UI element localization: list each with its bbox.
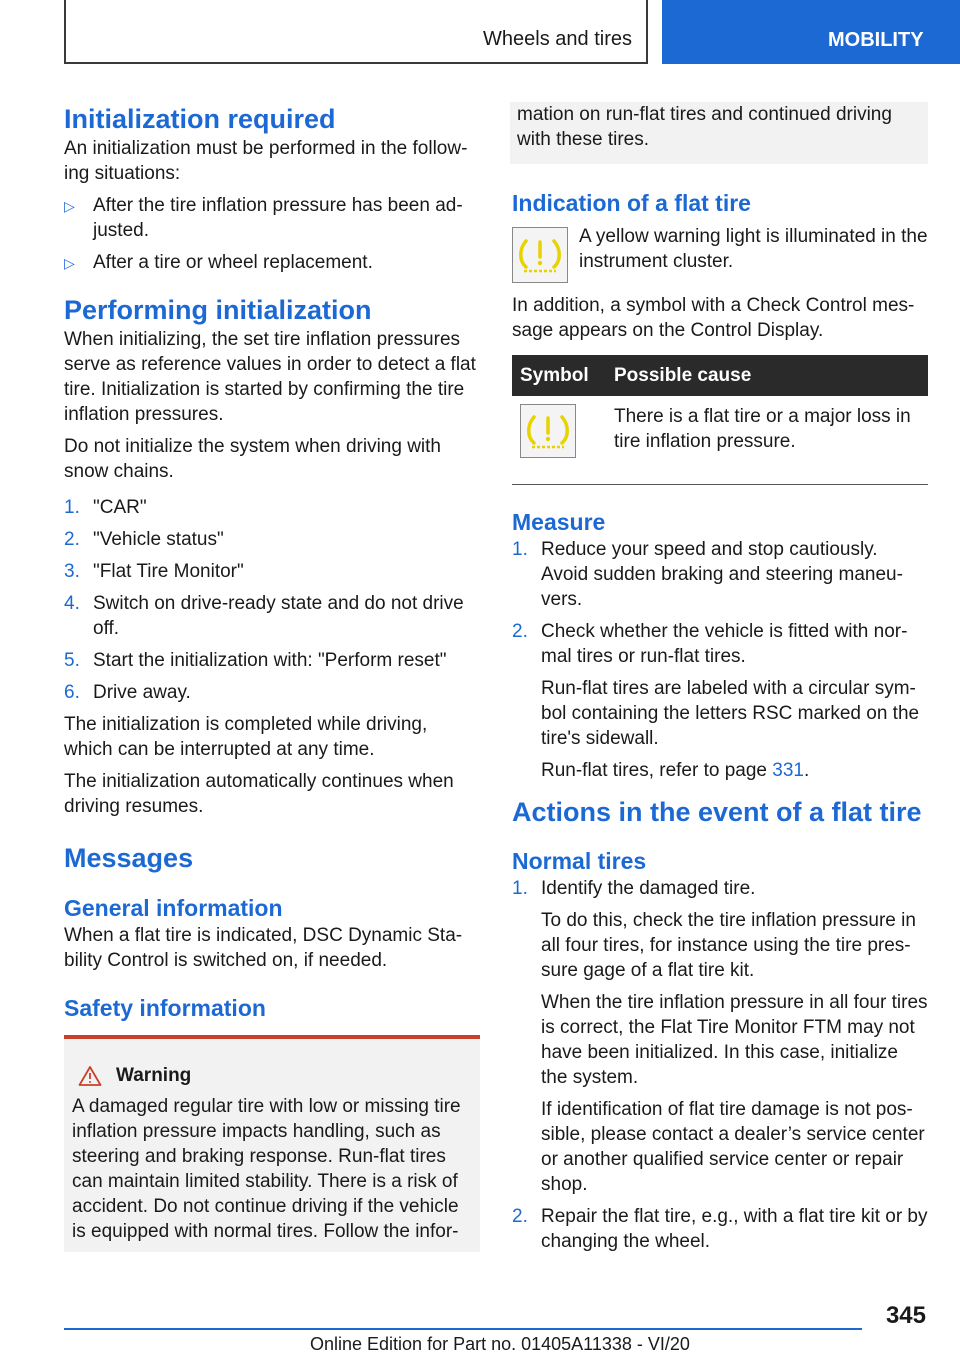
- indication-paragraph-2: In addition, a symbol with a Check Control mes-sage appears on the Control Display.: [512, 295, 915, 341]
- warning-text: A damaged regular tire with low or missing tire inflation pressure impacts handling, such as steering and braking response. Run-flat tires can maintain limited stability. There is a risk of accident. Do not continue driving if the vehicle is equipped with normal tires. Follow the infor-: [72, 1096, 461, 1242]
- table-cell-symbol: [512, 396, 606, 485]
- page-reference-link[interactable]: 331: [772, 760, 804, 781]
- measure-step-2-note-2: Run-flat tires, refer to page 331.: [541, 760, 810, 781]
- list-item: ▷ After a tire or wheel replacement.: [64, 250, 480, 275]
- heading-actions-flat-tire: Actions in the event of a flat tire: [512, 797, 922, 827]
- measure-steps: [512, 537, 928, 783]
- init-required-list: [64, 193, 480, 275]
- header-chapter-label: MOBILITY: [828, 29, 924, 51]
- footer-divider: [64, 1328, 862, 1330]
- performing-paragraph-2: Do not initialize the system when driving with snow chains.: [64, 436, 442, 482]
- list-item: 2. "Vehicle status": [64, 529, 224, 550]
- list-item: 2. Check whether the vehicle is fitted with nor-mal tires or run-flat tires. Run-flat tires are labeled with a circular sym-bol containing the letters RSC marked on the tire's sidewall. Run-flat tires, refer to page 331.: [512, 619, 928, 783]
- table-header-row: [512, 355, 928, 396]
- heading-general-information: General information: [64, 895, 283, 921]
- warning-title: [72, 1063, 472, 1088]
- heading-safety-information: Safety information: [64, 995, 266, 1021]
- list-item: 4. Switch on drive-ready state and do not drive off.: [64, 593, 464, 639]
- list-item: 3. "Flat Tire Monitor": [64, 561, 244, 582]
- list-item: 2. Repair the flat tire, e.g., with a flat tire kit or by changing the wheel.: [512, 1206, 928, 1252]
- performing-paragraph-4: The initialization automatically continues when driving resumes.: [64, 771, 454, 817]
- table-row: [512, 396, 928, 485]
- indication-row: [512, 224, 928, 283]
- warning-box-continued: [510, 102, 928, 164]
- heading-performing-initialization: Performing initialization: [64, 295, 372, 325]
- heading-normal-tires: Normal tires: [512, 848, 647, 874]
- table-header-cause: Possible cause: [606, 355, 928, 396]
- list-item: 1. Identify the damaged tire. To do this, check the tire inflation pressure in all four tires, for instance using the tire pres-sure gage of a flat tire kit. When the tire inflation pressure in all four tires is correct, the Flat Tire Monitor FTM may not have been initialized. In this case, initialize the system. If identification of flat tire damage is not pos-sible, please contact a dealer’s service center or another qualified service center or repair shop.: [512, 878, 928, 1195]
- indication-text: A yellow warning light is illuminated in the instrument cluster.: [579, 226, 928, 272]
- warning-triangle-icon: [78, 1065, 102, 1087]
- flat-tire-warning-icon: [520, 404, 576, 458]
- left-column: [64, 102, 480, 1252]
- triangle-bullet-icon: ▷: [64, 198, 75, 214]
- general-information-text: When a flat tire is indicated, DSC Dynamic Sta-bility Control is switched on, if needed.: [64, 925, 463, 971]
- header-section-title: Wheels and tires: [483, 28, 632, 50]
- measure-step-2-note-1: Run-flat tires are labeled with a circular sym-bol containing the letters RSC marked on the tire's sidewall.: [541, 678, 920, 749]
- list-item: 6. Drive away.: [64, 682, 191, 703]
- heading-indication-flat-tire: Indication of a flat tire: [512, 190, 751, 216]
- header-section-box: [64, 0, 648, 64]
- heading-measure: Measure: [512, 509, 606, 535]
- table-cell-cause: There is a flat tire or a major loss in tire inflation pressure.: [614, 406, 911, 452]
- list-item: 5. Start the initialization with: "Perform reset": [64, 650, 447, 671]
- normal-tires-step-1-note-1: To do this, check the tire inflation pressure in all four tires, for instance using the tire pres-sure gage of a flat tire kit.: [541, 910, 916, 981]
- list-item: 1. "CAR": [64, 497, 147, 518]
- performing-paragraph-3: The initialization is completed while driving, which can be interrupted at any time.: [64, 714, 428, 760]
- list-item: ▷ After the tire inflation pressure has been ad-justed.: [64, 195, 463, 241]
- right-column: [512, 102, 928, 1261]
- header-chapter-tab: [662, 0, 960, 64]
- heading-initialization-required: Initialization required: [64, 104, 336, 134]
- table-header-symbol: Symbol: [512, 355, 606, 396]
- page-number: 345: [885, 1302, 926, 1329]
- flat-tire-warning-icon: [512, 227, 568, 283]
- heading-messages: Messages: [64, 843, 194, 873]
- init-required-intro: An initialization must be performed in the follow-ing situations:: [64, 138, 468, 184]
- warning-label: Warning: [116, 1065, 192, 1086]
- normal-tires-steps: [512, 876, 928, 1254]
- warning-box: [64, 1035, 480, 1252]
- performing-steps: [64, 495, 480, 705]
- symbol-table: [512, 355, 928, 485]
- list-item: 1. Reduce your speed and stop cautiously. Avoid sudden braking and steering maneu-vers.: [512, 539, 903, 610]
- performing-paragraph-1: When initializing, the set tire inflation pressures serve as reference values in order to detect a flat tire. Initialization is started by confirming the tire inflation pressures.: [64, 329, 476, 425]
- footer-edition: Online Edition for Part no. 01405A11338 - VI/20: [310, 1334, 690, 1354]
- normal-tires-step-1-note-2: When the tire inflation pressure in all four tires is correct, the Flat Tire Monitor FTM may not have been initialized. In this case, initialize the system.: [541, 992, 928, 1088]
- warning-text-continued: mation on run-flat tires and continued driving with these tires.: [517, 104, 892, 150]
- normal-tires-step-1-note-3: If identification of flat tire damage is not pos-sible, please contact a dealer’s service center or another qualified service center or repair shop.: [541, 1099, 925, 1195]
- triangle-bullet-icon: ▷: [64, 255, 75, 271]
